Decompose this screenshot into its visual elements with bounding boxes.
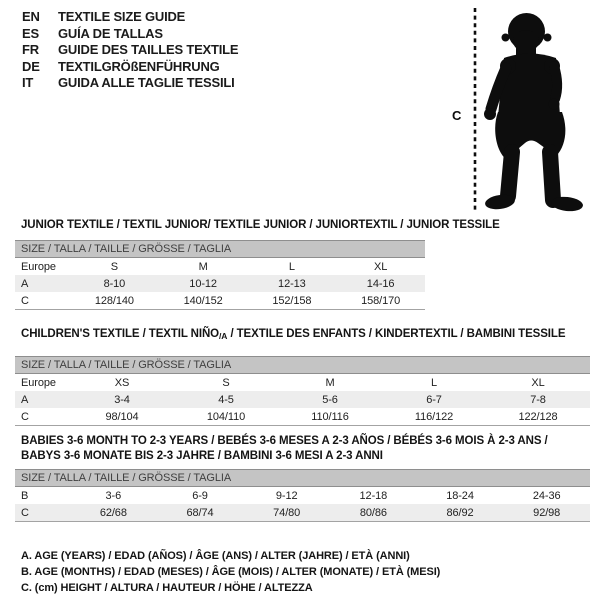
table-row bbox=[15, 504, 590, 521]
cell: 6-7 bbox=[426, 393, 442, 406]
baby-silhouette bbox=[450, 4, 600, 215]
table-row bbox=[15, 275, 425, 292]
lang-code: EN bbox=[22, 9, 40, 24]
cell: 122/128 bbox=[518, 410, 558, 423]
cell: 98/104 bbox=[105, 410, 139, 423]
cell: 24-36 bbox=[532, 489, 561, 502]
cell: 158/170 bbox=[361, 294, 401, 307]
babies-heading-line2: BABYS 3-6 MONATE BIS 2-3 JAHRE / BAMBINI 3-6 MESI A 2-3 ANNI bbox=[21, 450, 383, 462]
cell: 152/158 bbox=[272, 294, 312, 307]
baby-shape bbox=[484, 13, 584, 213]
lang-title: GUÍA DE TALLAS bbox=[58, 25, 163, 41]
cell: 92/98 bbox=[533, 506, 561, 519]
cell: 10-12 bbox=[189, 277, 217, 290]
cell: 110/116 bbox=[311, 410, 349, 423]
legend-line-a: A. AGE (YEARS) / EDAD (AÑOS) / ÂGE (ANS) / ALTER (JAHRE) / ETÀ (ANNI) bbox=[21, 550, 410, 562]
children-heading-sub: /A bbox=[219, 331, 228, 341]
table-row bbox=[15, 292, 425, 309]
lang-row-it bbox=[22, 75, 238, 92]
row-label: B bbox=[21, 489, 29, 502]
row-label: A bbox=[21, 277, 29, 290]
cell: XS bbox=[114, 376, 130, 389]
children-heading-part1: CHILDREN'S TEXTILE / TEXTIL NIÑO bbox=[21, 328, 220, 340]
cell: S bbox=[222, 376, 230, 389]
junior-heading: JUNIOR TEXTILE / TEXTIL JUNIOR/ TEXTILE JUNIOR / JUNIORTEXTIL / JUNIOR TESSILE bbox=[21, 219, 500, 231]
cell: 6-9 bbox=[192, 489, 208, 502]
cell: 18-24 bbox=[446, 489, 474, 502]
row-label: C bbox=[21, 410, 29, 423]
lang-row-fr bbox=[22, 42, 238, 59]
table-row bbox=[15, 374, 590, 391]
section-babies bbox=[15, 434, 590, 522]
row-label: C bbox=[21, 506, 29, 519]
section-junior bbox=[15, 218, 590, 310]
cell: 116/122 bbox=[414, 410, 454, 423]
table-row bbox=[15, 487, 590, 504]
cell: 86/92 bbox=[446, 506, 474, 519]
lang-row-en bbox=[22, 9, 238, 26]
cell: M bbox=[325, 376, 335, 389]
lang-code: ES bbox=[22, 25, 39, 41]
children-table bbox=[15, 356, 590, 426]
cell: M bbox=[198, 260, 208, 273]
cell: 12-18 bbox=[359, 489, 388, 502]
cell: 5-6 bbox=[322, 393, 338, 406]
cell: 8-10 bbox=[103, 277, 126, 290]
cell: S bbox=[110, 260, 118, 273]
row-label: Europe bbox=[21, 376, 56, 389]
language-title-block bbox=[22, 9, 238, 92]
legend-line-c: C. (cm) HEIGHT / ALTURA / HAUTEUR / HÖHE / ALTEZZA bbox=[21, 582, 313, 594]
children-heading-part2: / TEXTILE DES ENFANTS / KINDERTEXTIL / BAMBINI TESSILE bbox=[227, 328, 566, 340]
row-label: A bbox=[21, 393, 29, 406]
lang-code: FR bbox=[22, 42, 39, 58]
cell: 68/74 bbox=[186, 506, 214, 519]
row-label: Europe bbox=[21, 260, 56, 273]
cell: 80/86 bbox=[359, 506, 387, 519]
babies-heading bbox=[21, 434, 590, 464]
table-row bbox=[15, 408, 590, 425]
lang-title: TEXTILE SIZE GUIDE bbox=[58, 9, 186, 24]
cell: XL bbox=[373, 260, 388, 273]
cell: 62/68 bbox=[99, 506, 127, 519]
cell: 4-5 bbox=[218, 393, 234, 406]
size-bar: SIZE / TALLA / TAILLE / GRÖSSE / TAGLIA bbox=[15, 240, 425, 258]
junior-table bbox=[15, 240, 425, 310]
children-heading bbox=[21, 327, 590, 343]
cell: 12-13 bbox=[278, 277, 306, 290]
cell: 3-4 bbox=[114, 393, 130, 406]
cell: 9-12 bbox=[275, 489, 298, 502]
lang-row-es bbox=[22, 26, 238, 43]
cell: 14-16 bbox=[366, 277, 395, 290]
cell: XL bbox=[531, 376, 545, 389]
lang-title: GUIDE DES TAILLES TEXTILE bbox=[58, 42, 239, 58]
lang-code: DE bbox=[22, 58, 40, 74]
row-label: C bbox=[21, 294, 29, 307]
legend-line-b: B. AGE (MONTHS) / EDAD (MESES) / ÂGE (MOIS) / ALTER (MONATE) / ETÀ (MESI) bbox=[21, 566, 441, 578]
lang-title: TEXTILGRÖßENFÜHRUNG bbox=[58, 58, 220, 74]
height-measure-label: C bbox=[452, 108, 462, 123]
size-bar: SIZE / TALLA / TAILLE / GRÖSSE / TAGLIA bbox=[15, 469, 590, 487]
lang-code: IT bbox=[22, 75, 34, 91]
measure-legend bbox=[21, 548, 590, 596]
table-row bbox=[15, 258, 425, 275]
cell: 7-8 bbox=[530, 393, 546, 406]
tables-area bbox=[15, 218, 590, 596]
lang-title: GUIDA ALLE TAGLIE TESSILI bbox=[58, 75, 235, 91]
babies-table bbox=[15, 469, 590, 522]
table-row bbox=[15, 391, 590, 408]
cell: L bbox=[288, 260, 295, 273]
cell: L bbox=[430, 376, 438, 389]
cell: 3-6 bbox=[105, 489, 122, 502]
cell: 74/80 bbox=[273, 506, 301, 519]
babies-heading-line1: BABIES 3-6 MONTH TO 2-3 YEARS / BEBÉS 3-6 MESES A 2-3 AÑOS / BÉBÉS 3-6 MOIS À 2-3 ANS / bbox=[21, 435, 548, 447]
cell: 140/152 bbox=[183, 294, 223, 307]
section-children bbox=[15, 327, 590, 426]
cell: 128/140 bbox=[94, 294, 134, 307]
lang-row-de bbox=[22, 59, 238, 76]
cell: 104/110 bbox=[206, 410, 246, 423]
size-bar: SIZE / TALLA / TAILLE / GRÖSSE / TAGLIA bbox=[15, 356, 590, 374]
